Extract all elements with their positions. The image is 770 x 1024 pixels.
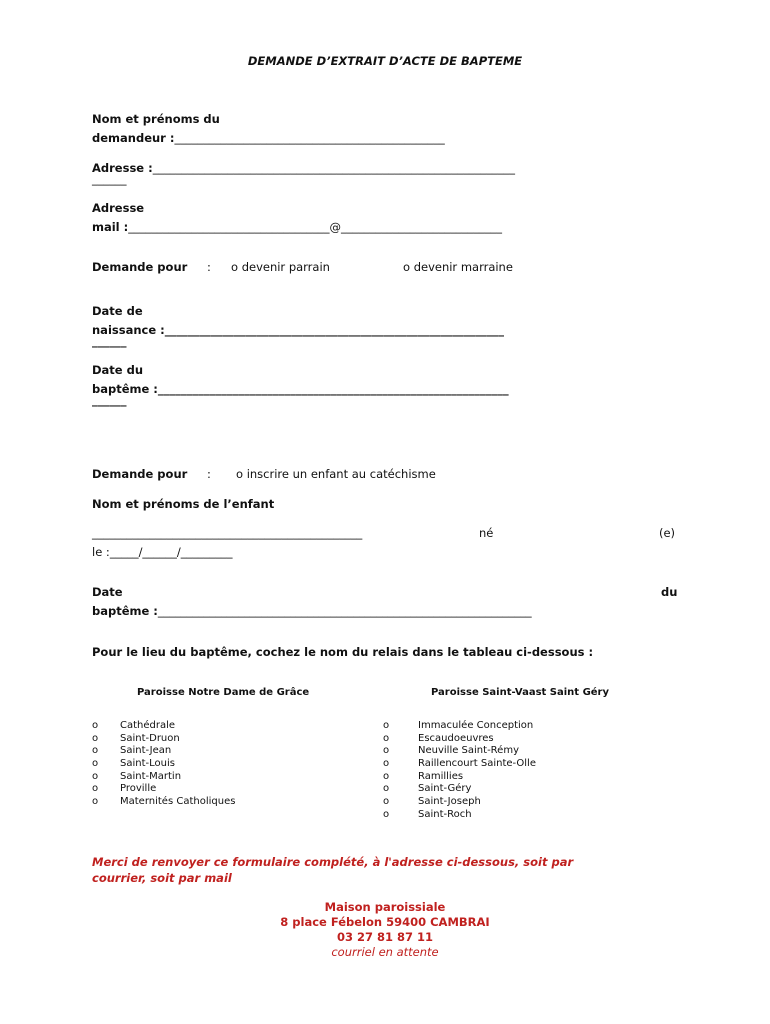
org-address: 8 place Fébelon 59400 CAMBRAI: [280, 915, 490, 929]
address-rule-continued: ______: [92, 172, 127, 186]
baptism-date-rule-continued: ______: [92, 393, 127, 407]
option-catechism-checkbox[interactable]: o inscrire un enfant au catéchisme: [236, 467, 436, 481]
checkbox-bullet[interactable]: o: [383, 732, 390, 744]
relay-item[interactable]: [92, 726, 235, 744]
address-rule: _______________________________________________________________: [152, 161, 515, 175]
relay-item-label: Raillencourt Sainte-Olle: [418, 758, 536, 770]
checkbox-bullet[interactable]: o: [383, 783, 390, 795]
child-born-label: né: [479, 526, 494, 540]
relay-item[interactable]: [383, 789, 536, 808]
checkbox-bullet[interactable]: o: [383, 745, 390, 757]
requester-label-line2: demandeur :: [92, 131, 175, 145]
email-rule-domain: ____________________________: [340, 220, 502, 234]
parish-saint-vaast-list: [383, 713, 536, 820]
checkbox-bullet[interactable]: o: [383, 808, 390, 820]
relay-item[interactable]: [92, 713, 235, 731]
relay-item-label: Escaudoeuvres: [418, 732, 494, 744]
requester-rule: _______________________________________________: [174, 131, 445, 145]
checkbox-bullet[interactable]: o: [92, 745, 99, 757]
email-field[interactable]: [92, 216, 502, 235]
parish-saint-vaast-heading: Paroisse Saint-Vaast Saint Géry: [431, 687, 610, 698]
relay-item-label: Cathédrale: [120, 720, 176, 731]
relay-item[interactable]: [383, 738, 536, 757]
relay-item-label: Saint-Roch: [418, 808, 472, 820]
return-notice-line1: Merci de renvoyer ce formulaire complété, à l'adresse ci-dessous, soit par: [92, 855, 574, 869]
birth-date-field[interactable]: [92, 319, 504, 338]
birth-date-rule-continued: ______: [92, 334, 127, 348]
relay-item-label: Proville: [120, 783, 157, 795]
checkbox-bullet[interactable]: o: [383, 758, 390, 770]
page-title: DEMANDE D’EXTRAIT D’ACTE DE BAPTEME: [247, 54, 523, 68]
checkbox-bullet[interactable]: o: [92, 783, 99, 795]
checkbox-bullet[interactable]: o: [92, 720, 99, 731]
baptism-date2-field[interactable]: [92, 600, 532, 619]
baptism-date-label-line1: Date du: [92, 363, 144, 377]
checkbox-bullet[interactable]: o: [92, 758, 99, 770]
request-godparent-colon: :: [207, 260, 211, 274]
option-godmother-checkbox[interactable]: o devenir marraine: [403, 260, 513, 274]
child-name-field[interactable]: _______________________________________________: [92, 526, 363, 540]
request-catechism-colon: :: [207, 467, 211, 481]
child-born-suffix: (e): [659, 526, 676, 540]
child-birth-date-label: le :: [92, 545, 110, 559]
relay-item[interactable]: [92, 789, 236, 808]
relay-item[interactable]: [92, 738, 235, 757]
org-name: Maison paroissiale: [324, 900, 446, 914]
requester-label-line1: Nom et prénoms du: [92, 112, 220, 126]
relay-item-label: Immaculée Conception: [418, 720, 534, 731]
relay-item[interactable]: [383, 713, 536, 731]
email-rule-local: ___________________________________: [128, 220, 330, 234]
relay-item-label: Maternités Catholiques: [120, 796, 236, 808]
relay-item-label: Saint-Martin: [120, 770, 182, 782]
relay-item-label: Ramillies: [418, 770, 464, 782]
org-phone: 03 27 81 87 11: [336, 930, 434, 944]
checkbox-bullet[interactable]: o: [383, 796, 390, 808]
request-catechism-label: Demande pour: [92, 467, 188, 481]
requester-field[interactable]: [92, 127, 445, 146]
checkbox-bullet[interactable]: o: [383, 720, 390, 731]
parish-notre-dame-heading: Paroisse Notre Dame de Grâce: [137, 687, 310, 698]
child-birth-date-field[interactable]: [92, 541, 233, 560]
baptism-date2-label: baptême :: [92, 604, 158, 618]
option-godfather-checkbox[interactable]: o devenir parrain: [231, 260, 330, 274]
checkbox-bullet[interactable]: o: [383, 770, 390, 782]
relay-item-label: Saint-Druon: [120, 732, 180, 744]
birth-date-label-line2: naissance :: [92, 323, 165, 337]
relay-item[interactable]: [92, 751, 235, 770]
request-godparent-label: Demande pour: [92, 260, 188, 274]
relay-item-label: Saint-Géry: [418, 783, 472, 795]
relay-item[interactable]: [383, 751, 536, 770]
baptism-date-field[interactable]: [92, 378, 509, 397]
email-label: mail :: [92, 220, 129, 234]
baptism-date2-rule: _________________________________________________________________: [157, 604, 532, 618]
relay-item[interactable]: [92, 764, 235, 782]
relay-item-label: Saint-Joseph: [418, 796, 481, 808]
return-notice-line2: courrier, soit par mail: [92, 871, 232, 885]
relay-item-label: Saint-Jean: [120, 745, 172, 757]
baptism-date2-word-date: Date: [92, 585, 123, 599]
org-email: courriel en attente: [331, 945, 439, 959]
email-at-sign: @: [329, 220, 341, 234]
checkbox-bullet[interactable]: o: [92, 770, 99, 782]
relay-item-label: Neuville Saint-Rémy: [418, 745, 519, 757]
birth-date-label-line1: Date de: [92, 304, 143, 318]
place-instruction: Pour le lieu du baptême, cochez le nom du relais dans le tableau ci-dessous :: [92, 645, 594, 659]
address-field[interactable]: [92, 157, 515, 176]
checkbox-bullet[interactable]: o: [92, 796, 99, 808]
baptism-date-label-line2: baptême :: [92, 382, 158, 396]
address-label: Adresse :: [92, 161, 153, 175]
relay-item-label: Saint-Louis: [120, 758, 175, 770]
birth-date-rule: ___________________________________________________________: [164, 323, 504, 337]
email-label-line1: Adresse: [92, 201, 145, 215]
child-name-label: Nom et prénoms de l’enfant: [92, 497, 275, 511]
baptism-date-rule: _____________________________________________________________: [157, 382, 509, 396]
checkbox-bullet[interactable]: o: [92, 732, 99, 744]
relay-item[interactable]: [383, 802, 536, 820]
parish-notre-dame-list: [92, 713, 236, 808]
child-birth-date-rule: _____/______/_________: [109, 545, 233, 559]
baptism-date2-word-du: du: [661, 585, 678, 599]
relay-item[interactable]: [383, 776, 536, 795]
